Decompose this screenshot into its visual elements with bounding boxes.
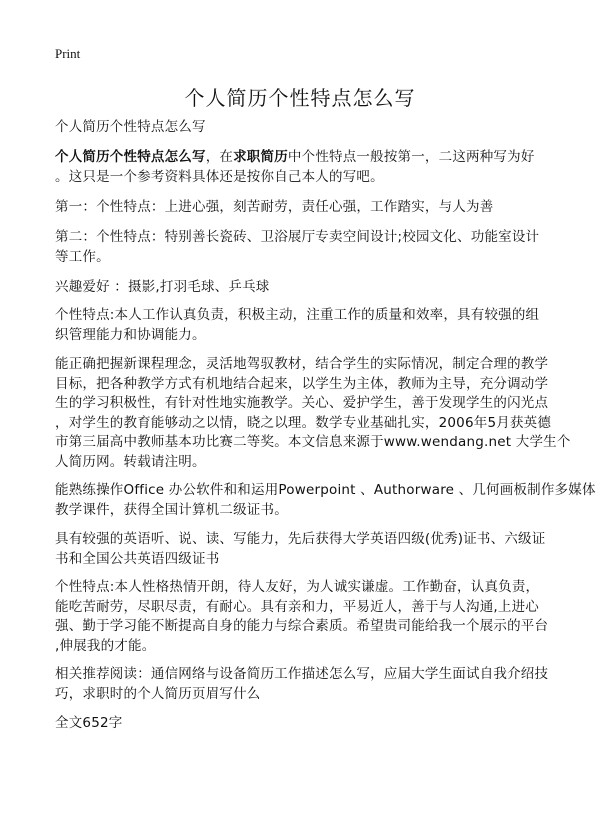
print-link[interactable]: Print	[55, 46, 81, 61]
text-segment: ，在	[205, 149, 234, 165]
paragraph-first-trait	[55, 198, 585, 218]
text-line: 织管理能力和协调能力。	[55, 326, 206, 343]
text-line: 教学课件，获得全国计算机二级证书。	[55, 501, 288, 518]
text-line: 生的学习积极性，有针对性地实施教学。关心、爱护学生，善于发现学生的闪光点	[55, 395, 549, 411]
paragraph-teaching	[55, 355, 585, 472]
text-line: 能吃苦耐劳，尽职尽责，有耐心。具有亲和力，平易近人，善于与人沟通,上进心	[55, 598, 539, 615]
text-line: 。这只是一个参考资料具体还是按你自己本人的写吧。	[55, 168, 384, 185]
paragraph-second-trait	[55, 228, 585, 267]
paragraph-related-reading	[55, 665, 585, 704]
text-line: ，对学生的教育能够动之以情，晓之以理。数学专业基础扎实，2006年5月获英德	[55, 414, 552, 431]
text-line: 巧，求职时的个人简历页眉写什么	[55, 685, 261, 702]
text-line: 兴趣爱好 ：摄影,打羽毛球、乒乓球	[55, 279, 270, 295]
paragraph-traits-work	[55, 306, 585, 345]
bold-keyword: 求职简历	[233, 149, 288, 165]
text-line: 能正确把握新课程理念，灵活地驾驭教材，结合学生的实际情况，制定合理的教学	[55, 356, 549, 372]
paragraph-personality	[55, 578, 585, 656]
text-line: 个人简历个性特点怎么写	[55, 119, 206, 135]
page-title: 个人简历个性特点怎么写	[184, 86, 416, 110]
text-line: 相关推荐阅读：通信网络与设备简历工作描述怎么写，应届大学生面试自我介绍技	[55, 666, 549, 682]
bold-keyword: 个人简历个性特点怎么写	[55, 149, 206, 165]
text-segment: 中个性特点一般按第一，二这两种写为好	[287, 149, 535, 165]
text-line: 全文652字	[55, 715, 123, 731]
text-line: 目标，把各种教学方式有机地结合起来，以学生为主体，教师为主导，充分调动学	[55, 375, 549, 392]
subtitle-paragraph	[55, 118, 585, 138]
text-line: 第一：个性特点：上进心强，刻苦耐劳，责任心强，工作踏实，与人为善	[55, 199, 494, 215]
text-line: 能熟练操作Office 办公软件和和运用Powerpoint 、Authorware 、几何画板制作多媒体	[55, 482, 596, 498]
text-line: 第二：个性特点：特别善长瓷砖、卫浴展厅专卖空间设计;校园文化、功能室设计	[55, 229, 540, 245]
text-line: 等工作。	[55, 248, 110, 265]
paragraph-hobbies	[55, 278, 585, 298]
intro-paragraph	[55, 148, 585, 187]
text-line: ,伸展我的才能。	[55, 637, 156, 654]
text-line: 个性特点:本人工作认真负责，积极主动，注重工作的质量和效率，具有较强的组	[55, 307, 540, 323]
text-line: 人简历网。转载请注明。	[55, 453, 206, 470]
paragraph-computer-skills	[55, 481, 596, 520]
text-line: 市第三届高中教师基本功比赛二等奖。本文信息来源于www.wendang.net 大学生个	[55, 434, 571, 450]
text-line	[55, 148, 585, 168]
word-count	[55, 714, 585, 734]
text-line: 具有较强的英语听、说、读、写能力，先后获得大学英语四级(优秀)证书、六级证	[55, 531, 546, 547]
text-line: 个性特点:本人性格热情开朗，待人友好，为人诚实谦虚。工作勤奋，认真负责，	[55, 579, 540, 595]
text-line: 书和全国公共英语四级证书	[55, 550, 220, 567]
paragraph-english-skills	[55, 530, 585, 569]
text-line: 强、勤于学习能不断提高自身的能力与综合素质。希望贵司能给我一个展示的平台	[55, 618, 549, 634]
